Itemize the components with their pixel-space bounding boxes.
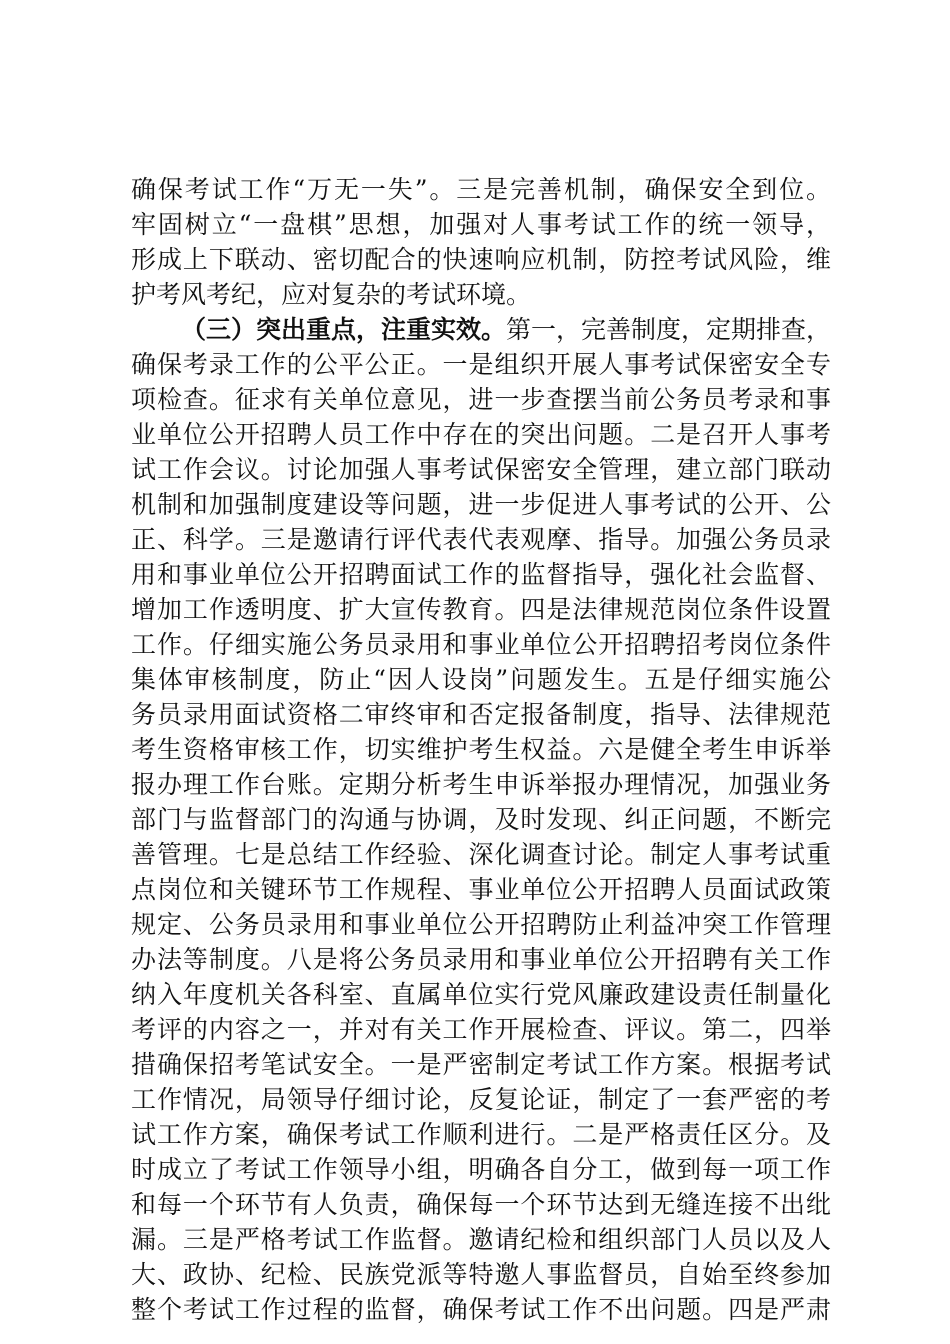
text-line: 确保考试工作“万无一失”。三是完善机制，确保安全到位。 <box>131 175 831 204</box>
text-line: 务员录用面试资格二审终审和否定报备制度，指导、法律规范 <box>131 700 831 729</box>
text-line: 试工作会议。讨论加强人事考试保密安全管理，建立部门联动 <box>131 455 831 484</box>
text-line: 牢固树立“一盘棋”思想，加强对人事考试工作的统一领导， <box>131 210 831 239</box>
text-line: 工作。仔细实施公务员录用和事业单位公开招聘招考岗位条件 <box>131 630 831 659</box>
text-line: 工作情况，局领导仔细讨论，反复论证，制定了一套严密的考 <box>131 1085 831 1114</box>
paragraph-2 <box>131 312 831 1327</box>
text-line: 考生资格审核工作，切实维护考生权益。六是健全考生申诉举 <box>131 735 831 764</box>
text-line: 护考风考纪，应对复杂的考试环境。 <box>131 280 532 309</box>
text-line: 和每一个环节有人负责，确保每一个环节达到无缝连接不出纰 <box>131 1190 831 1219</box>
text-line: 确保考录工作的公平公正。一是组织开展人事考试保密安全专 <box>131 350 831 379</box>
text-line: 考评的内容之一，并对有关工作开展检查、评议。第二，四举 <box>131 1015 831 1044</box>
text-line: 部门与监督部门的沟通与协调，及时发现、纠正问题，不断完 <box>131 805 831 834</box>
section-heading: （三）突出重点，注重实效。 <box>181 315 507 344</box>
text-line: 纳入年度机关各科室、直属单位实行党风廉政建设责任制量化 <box>131 980 831 1009</box>
text-line <box>131 312 831 347</box>
text-line: 项检查。征求有关单位意见，进一步查摆当前公务员考录和事 <box>131 385 831 414</box>
text-line: 用和事业单位公开招聘面试工作的监督指导，强化社会监督、 <box>131 560 831 589</box>
text-line: 办法等制度。八是将公务员录用和事业单位公开招聘有关工作 <box>131 945 831 974</box>
text-line: 点岗位和关键环节工作规程、事业单位公开招聘人员面试政策 <box>131 875 831 904</box>
text-line: 时成立了考试工作领导小组，明确各自分工，做到每一项工作 <box>131 1155 831 1184</box>
text-line: 报办理工作台账。定期分析考生申诉举报办理情况，加强业务 <box>131 770 831 799</box>
text-line: 形成上下联动、密切配合的快速响应机制，防控考试风险，维 <box>131 245 831 274</box>
text-run: 第一，完善制度，定期排查， <box>506 315 832 344</box>
text-line: 整个考试工作过程的监督，确保考试工作不出问题。四是严肃 <box>131 1295 831 1324</box>
text-line: 善管理。七是总结工作经验、深化调查讨论。制定人事考试重 <box>131 840 831 869</box>
text-line: 措确保招考笔试安全。一是严密制定考试工作方案。根据考试 <box>131 1050 831 1079</box>
text-line: 漏。三是严格考试工作监督。邀请纪检和组织部门人员以及人 <box>131 1225 831 1254</box>
text-line: 增加工作透明度、扩大宣传教育。四是法律规范岗位条件设置 <box>131 595 831 624</box>
text-line: 机制和加强制度建设等问题，进一步促进人事考试的公开、公 <box>131 490 831 519</box>
text-line: 规定、公务员录用和事业单位公开招聘防止利益冲突工作管理 <box>131 910 831 939</box>
text-line: 集体审核制度，防止“因人设岗”问题发生。五是仔细实施公 <box>131 665 831 694</box>
body-text <box>131 172 831 1327</box>
paragraph-1 <box>131 172 831 312</box>
text-line: 业单位公开招聘人员工作中存在的突出问题。二是召开人事考 <box>131 420 831 449</box>
text-line: 试工作方案，确保考试工作顺利进行。二是严格责任区分。及 <box>131 1120 831 1149</box>
text-line: 大、政协、纪检、民族党派等特邀人事监督员，自始至终参加 <box>131 1260 831 1289</box>
text-line: 正、科学。三是邀请行评代表代表观摩、指导。加强公务员录 <box>131 525 831 554</box>
